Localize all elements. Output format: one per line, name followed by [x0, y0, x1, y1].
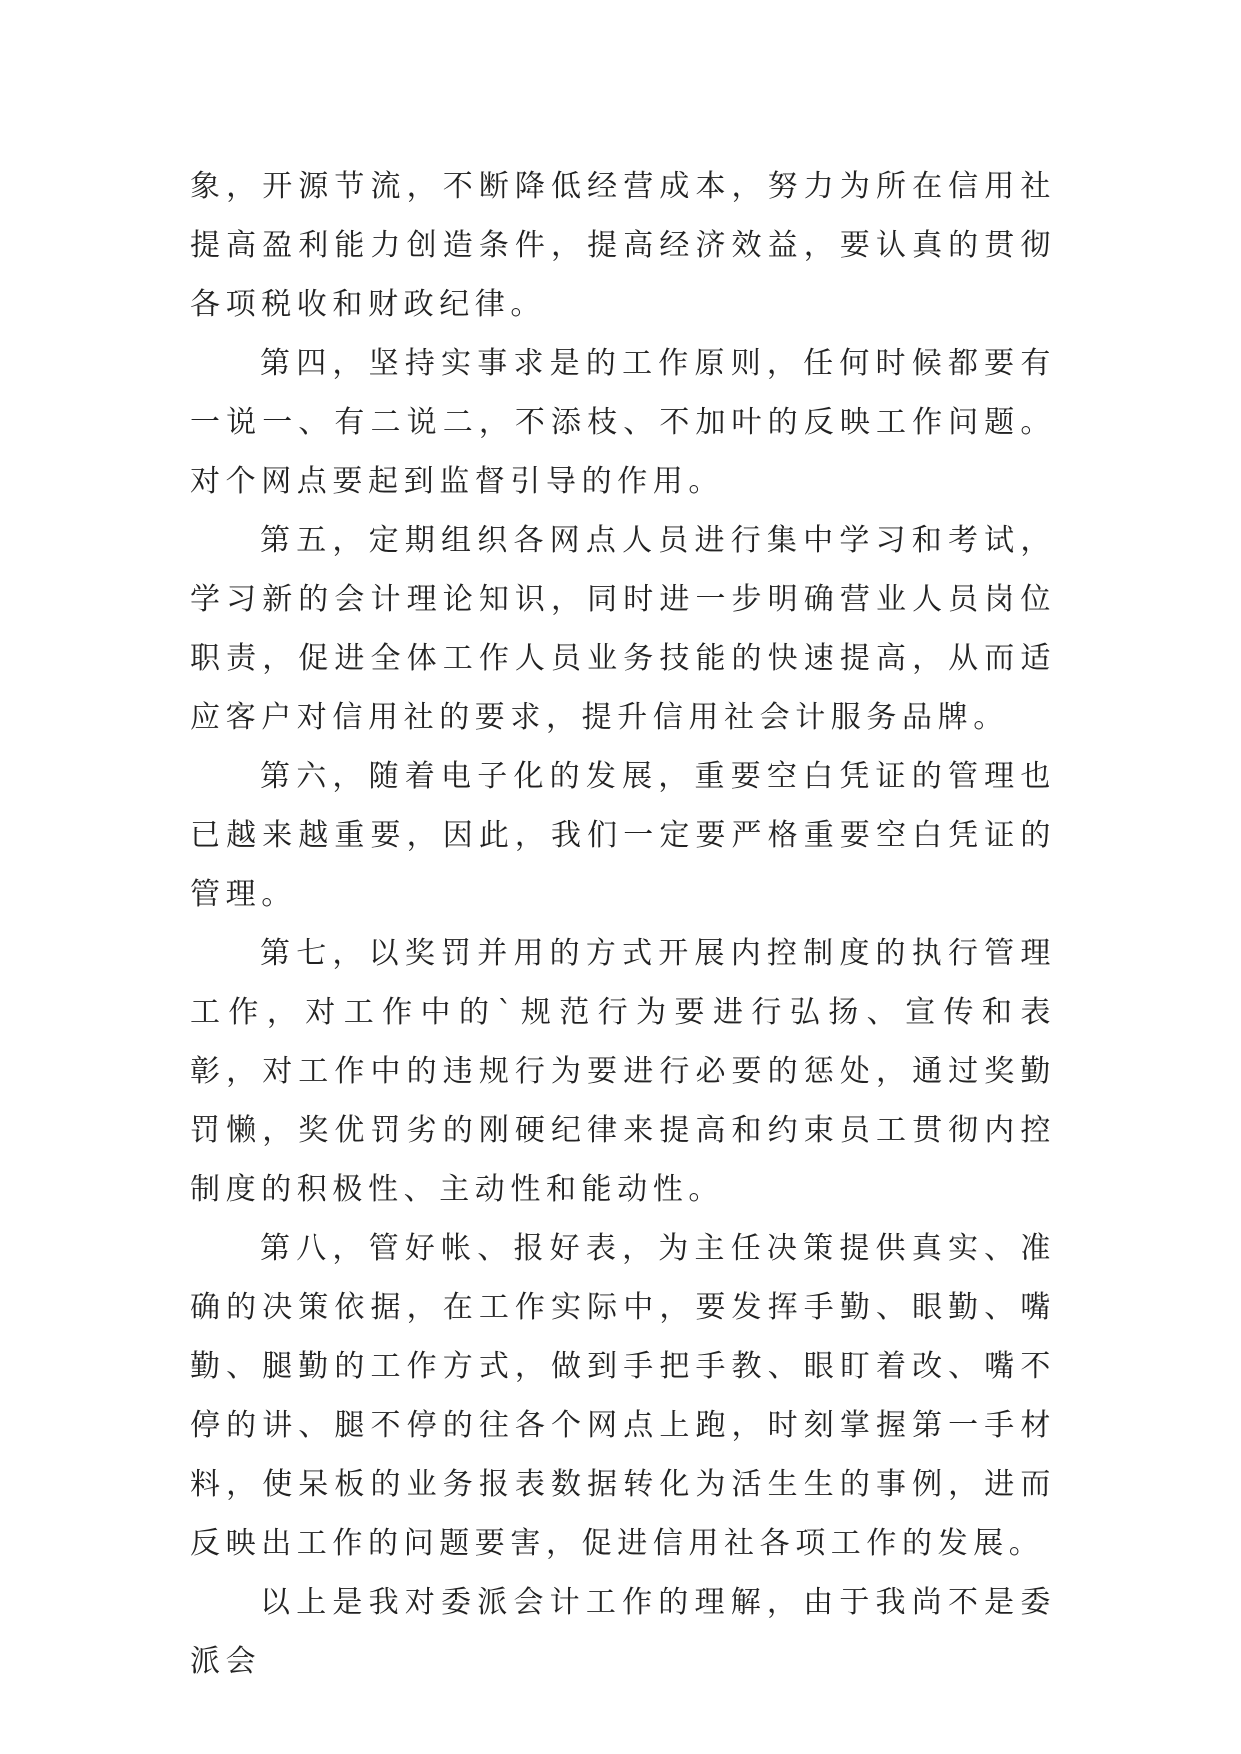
document-body [190, 157, 1056, 1691]
paragraph-closing: 以上是我对委派会计工作的理解，由于我尚不是委派会 [190, 1585, 1056, 1679]
paragraph-point-eight: 第八，管好帐、报好表，为主任决策提供真实、准确的决策依据，在工作实际中，要发挥手勤、眼勤、嘴勤、腿勤的工作方式，做到手把手教、眼盯着改、嘴不停的讲、腿不停的往各个网点上跑，时刻掌握第一手材料，使呆板的业务报表数据转化为活生生的事例，进而反映出工作的问题要害，促进信用社各项工作的发展。 [190, 1231, 1056, 1561]
paragraph-point-five: 第五，定期组织各网点人员进行集中学习和考试，学习新的会计理论知识，同时进一步明确营业人员岗位职责，促进全体工作人员业务技能的快速提高，从而适应客户对信用社的要求，提升信用社会计服务品牌。 [190, 523, 1056, 735]
paragraph-point-seven: 第七，以奖罚并用的方式开展内控制度的执行管理工作，对工作中的`规范行为要进行弘扬、宣传和表彰，对工作中的违规行为要进行必要的惩处，通过奖勤罚懒，奖优罚劣的刚硬纪律来提高和约束员工贯彻内控制度的积极性、主动性和能动性。 [190, 936, 1056, 1207]
paragraph-point-six: 第六，随着电子化的发展，重要空白凭证的管理也已越来越重要，因此，我们一定要严格重要空白凭证的管理。 [190, 759, 1056, 912]
paragraph-continuation: 象，开源节流，不断降低经营成本，努力为所在信用社提高盈利能力创造条件，提高经济效益，要认真的贯彻各项税收和财政纪律。 [190, 169, 1056, 322]
paragraph-point-four: 第四，坚持实事求是的工作原则，任何时候都要有一说一、有二说二，不添枝、不加叶的反映工作问题。对个网点要起到监督引导的作用。 [190, 346, 1056, 499]
